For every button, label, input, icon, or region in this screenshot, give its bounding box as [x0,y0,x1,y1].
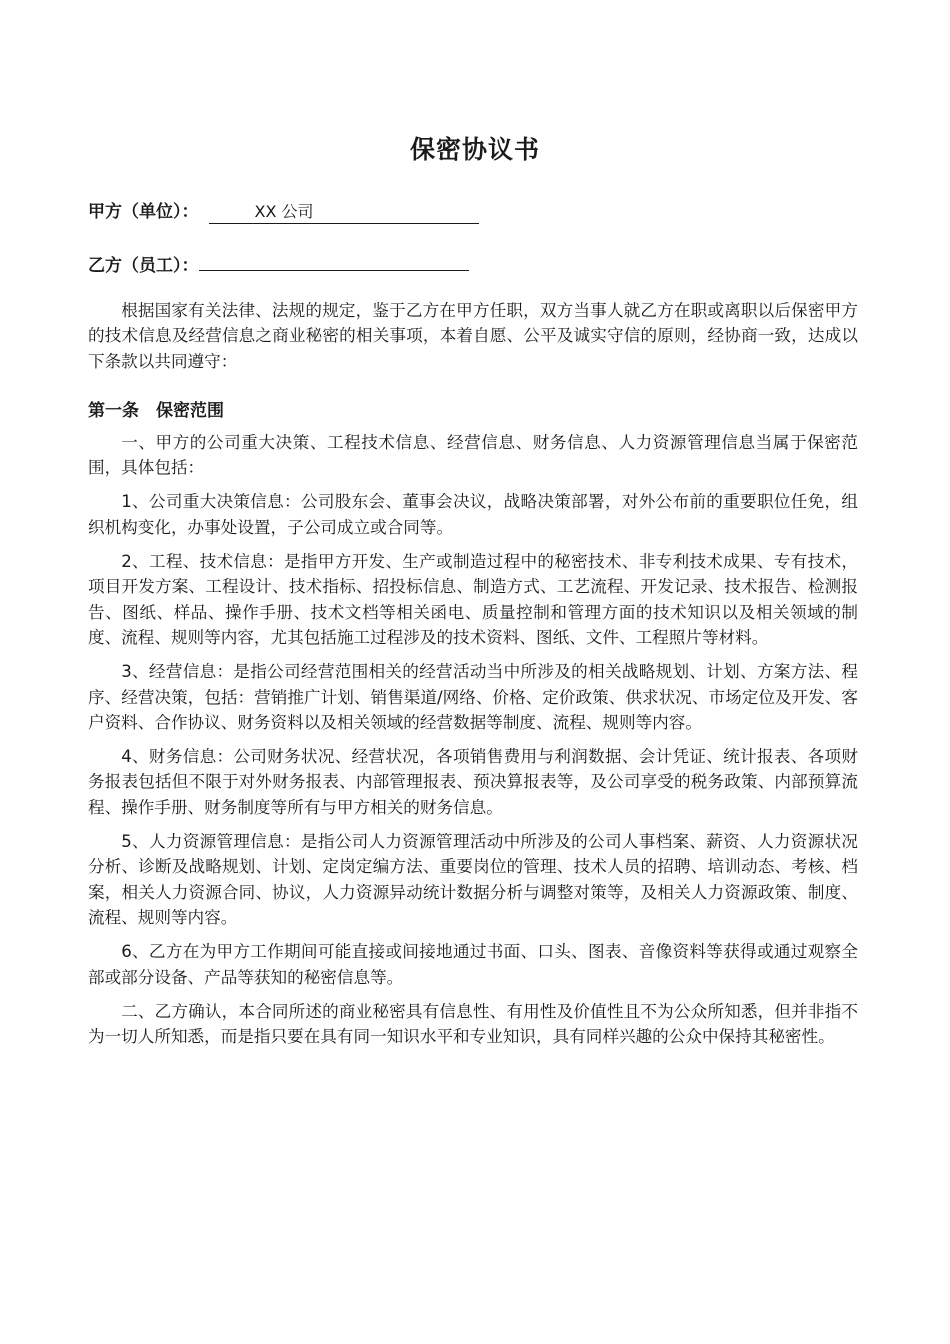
party-a-label: 甲方（单位）： [88,202,199,222]
party-b-line [88,250,469,278]
party-b-value [199,250,469,271]
article-1-paragraph: 二、乙方确认，本合同所述的商业秘密具有信息性、有用性及价值性且不为公众所知悉，但并非指不为一切人所知悉，而是指只要在具有同一知识水平和专业知识，具有同样兴趣的公众中保持其秘密性。 [88,1001,858,1047]
article-1-heading: 第一条 保密范围 [88,400,224,421]
party-b-label: 乙方（员工）： [88,256,199,276]
article-1-paragraph: 一、甲方的公司重大决策、工程技术信息、经营信息、财务信息、人力资源管理信息当属于保密范围，具体包括： [88,432,858,478]
article-1-paragraph: 1、公司重大决策信息：公司股东会、董事会决议，战略决策部署，对外公布前的重要职位任免，组织机构变化，办事处设置，子公司成立或合同等。 [88,492,858,537]
document-body [88,298,858,1058]
article-1-paragraph: 5、人力资源管理信息：是指公司人力资源管理活动中所涉及的公司人事档案、薪资、人力资源状况分析、诊断及战略规划、计划、定岗定编方法、重要岗位的管理、技术人员的招聘、培训动态、考核、档案，相关人力资源合同、协议，人力资源异动统计数据分析与调整对策等，及相关人力资源政策、制度、流程、规则等内容。 [88,832,858,927]
article-1-paragraph: 4、财务信息：公司财务状况、经营状况，各项销售费用与利润数据、会计凭证、统计报表、各项财务报表包括但不限于对外财务报表、内部管理报表、预决算报表等，及公司享受的税务政策、内部预算流程、操作手册、财务制度等所有与甲方相关的财务信息。 [88,747,858,817]
article-1-paragraph: 2、工程、技术信息：是指甲方开发、生产或制造过程中的秘密技术、非专利技术成果、专有技术，项目开发方案、工程设计、技术指标、招投标信息、制造方式、工艺流程、开发记录、技术报告、检测报告、图纸、样品、操作手册、技术文档等相关函电、质量控制和管理方面的技术知识以及相关领域的制度、流程、规则等内容，尤其包括施工过程涉及的技术资料、图纸、文件、工程照片等材料。 [88,552,858,647]
article-1-paragraph: 6、乙方在为甲方工作期间可能直接或间接地通过书面、口头、图表、音像资料等获得或通过观察全部或部分设备、产品等获知的秘密信息等。 [88,942,858,987]
party-a-line [88,200,479,224]
intro-paragraph: 根据国家有关法律、法规的规定，鉴于乙方在甲方任职，双方当事人就乙方在职或离职以后保密甲方的技术信息及经营信息之商业秘密的相关事项，本着自愿、公平及诚实守信的原则，经协商一致，达成以下条款以共同遵守： [88,301,858,371]
document-title: 保密协议书 [409,135,540,164]
article-1-paragraph: 3、经营信息：是指公司经营范围相关的经营活动当中所涉及的相关战略规划、计划、方案方法、程序、经营决策，包括：营销推广计划、销售渠道/网络、价格、定价政策、供求状况、市场定位及开发、客户资料、合作协议、财务资料以及相关领域的经营数据等制度、流程、规则等内容。 [88,662,858,732]
party-a-value: XX 公司 [209,201,479,224]
